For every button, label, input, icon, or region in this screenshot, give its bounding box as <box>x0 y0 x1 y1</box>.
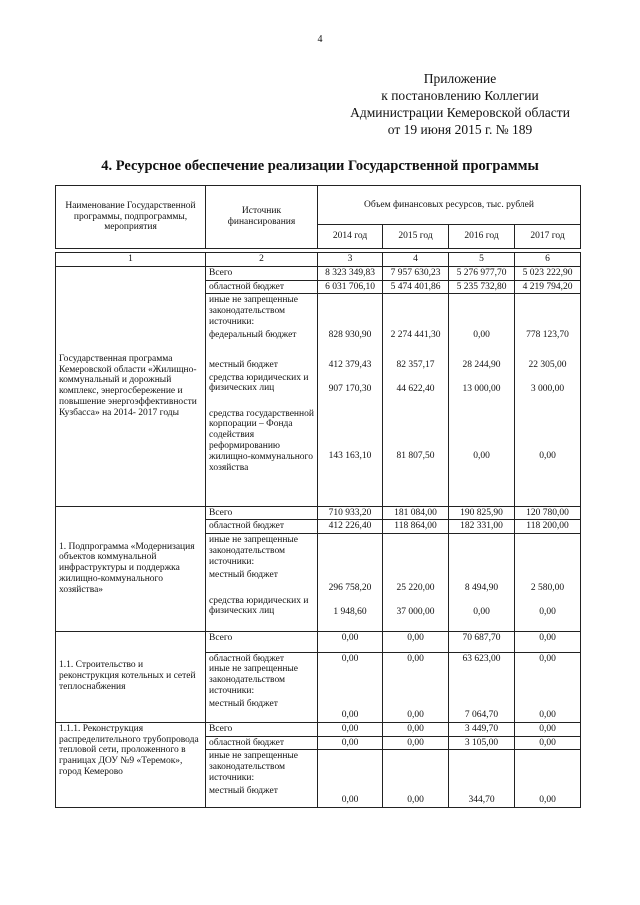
appendix-line: Администрации Кемеровской области <box>350 105 570 120</box>
value-cell: 3 105,00 <box>449 736 515 750</box>
source-cell: местный бюджет <box>206 785 318 808</box>
subprogram-name: 1. Подпрограмма «Модернизация объектов коммунальной инфраструктуры и поддержка жилищно-коммунального хозяйства» <box>56 506 206 631</box>
value-cell: 143 163,10 <box>318 408 383 507</box>
source-line: областной бюджет <box>209 653 285 664</box>
value-cell: 0,00 <box>515 652 581 698</box>
value-cell: 0,00 <box>449 595 515 632</box>
column-number: 6 <box>515 253 581 267</box>
value-cell: 4 219 794,20 <box>515 280 581 294</box>
source-cell: средства юридических и физических лиц <box>206 372 318 408</box>
activity-name: 1.1.1. Реконструкция распределительного трубопровода тепловой сети, проложенного в границах ДОУ №9 «Теремок», город Кемерово <box>56 722 206 807</box>
source-cell: средства юридических и физических лиц <box>206 595 318 632</box>
value-cell: 0,00 <box>515 785 581 808</box>
source-cell: Всего <box>206 631 318 652</box>
value-cell: 412 226,40 <box>318 520 383 534</box>
appendix-line: Приложение <box>423 71 497 86</box>
source-cell: местный бюджет <box>206 569 318 595</box>
value-cell: 118 200,00 <box>515 520 581 534</box>
value-cell: 0,00 <box>383 736 449 750</box>
value-cell: 120 780,00 <box>515 506 581 520</box>
value-cell: 0,00 <box>449 408 515 507</box>
value-cell: 181 084,00 <box>383 506 449 520</box>
value-cell: 13 000,00 <box>449 372 515 408</box>
value-cell: 0,00 <box>515 408 581 507</box>
value-cell: 8 323 349,83 <box>318 266 383 280</box>
value-cell: 5 235 732,80 <box>449 280 515 294</box>
value-cell: 28 244,90 <box>449 359 515 372</box>
header-row <box>56 186 581 225</box>
source-cell: областной бюджет <box>206 736 318 750</box>
source-cell: средства государственной корпорации – Фонда содействия реформированию жилищно-коммунального хозяйства <box>206 408 318 507</box>
value-cell: 0,00 <box>515 631 581 652</box>
value-cell: 0,00 <box>515 722 581 736</box>
value-cell: 182 331,00 <box>449 520 515 534</box>
header-year: 2016 год <box>449 225 515 249</box>
source-cell: областной бюджет <box>206 520 318 534</box>
value-cell: 828 930,90 <box>318 329 383 359</box>
header-year: 2014 год <box>318 225 383 249</box>
value-cell: 5 276 977,70 <box>449 266 515 280</box>
value-cell: 710 933,20 <box>318 506 383 520</box>
column-number: 1 <box>56 253 206 267</box>
source-cell: Всего <box>206 506 318 520</box>
header-source: Источник финансирования <box>206 186 318 249</box>
value-cell: 0,00 <box>383 698 449 723</box>
value-cell: 25 220,00 <box>383 569 449 595</box>
appendix-line: к постановлению Коллегии <box>381 88 539 103</box>
value-cell: 412 379,43 <box>318 359 383 372</box>
column-number: 5 <box>449 253 515 267</box>
column-numbers-row <box>56 253 581 267</box>
table-row <box>56 506 581 520</box>
value-cell: 0,00 <box>318 736 383 750</box>
value-cell: 70 687,70 <box>449 631 515 652</box>
value-cell: 5 023 222,90 <box>515 266 581 280</box>
source-line: иные не запрещенные законодательством источники: <box>209 664 299 696</box>
value-cell: 0,00 <box>383 631 449 652</box>
value-cell: 0,00 <box>383 652 449 698</box>
value-cell: 37 000,00 <box>383 595 449 632</box>
source-cell: областной бюджет <box>206 280 318 294</box>
value-cell: 778 123,70 <box>515 329 581 359</box>
value-cell: 63 623,00 <box>449 652 515 698</box>
value-cell: 296 758,20 <box>318 569 383 595</box>
value-cell: 22 305,00 <box>515 359 581 372</box>
value-cell: 7 064,70 <box>449 698 515 723</box>
value-cell: 82 357,17 <box>383 359 449 372</box>
value-cell: 3 000,00 <box>515 372 581 408</box>
source-cell: иные не запрещенные законодательством источники: <box>206 534 318 569</box>
table-row <box>56 631 581 652</box>
value-cell: 2 274 441,30 <box>383 329 449 359</box>
column-number: 2 <box>206 253 318 267</box>
source-cell: федеральный бюджет <box>206 329 318 359</box>
table-row <box>56 266 581 280</box>
source-cell: местный бюджет <box>206 698 318 723</box>
source-cell: Всего <box>206 266 318 280</box>
header-volume: Объем финансовых ресурсов, тыс. рублей <box>318 186 581 225</box>
header-name: Наименование Государственной программы, подпрограммы, мероприятия <box>56 186 206 249</box>
value-cell: 3 449,70 <box>449 722 515 736</box>
value-cell: 118 864,00 <box>383 520 449 534</box>
value-cell: 81 807,50 <box>383 408 449 507</box>
source-cell <box>206 652 318 698</box>
value-cell: 1 948,60 <box>318 595 383 632</box>
page-number: 4 <box>317 34 323 45</box>
appendix-header <box>330 70 590 138</box>
value-cell: 5 474 401,86 <box>383 280 449 294</box>
value-cell: 6 031 706,10 <box>318 280 383 294</box>
value-cell: 344,70 <box>449 785 515 808</box>
value-cell: 190 825,90 <box>449 506 515 520</box>
value-cell: 0,00 <box>383 785 449 808</box>
section-heading: 4. Ресурсное обеспечение реализации Государственной программы <box>101 158 539 174</box>
source-cell: местный бюджет <box>206 359 318 372</box>
column-number: 4 <box>383 253 449 267</box>
value-cell: 0,00 <box>515 698 581 723</box>
table-row <box>56 722 581 736</box>
value-cell: 907 170,30 <box>318 372 383 408</box>
value-cell: 0,00 <box>515 736 581 750</box>
program-name: Государственная программа Кемеровской области «Жилищно-коммунальный и дорожный комплекс, энергосбережение и повышение энергоэффективности Кузбасса» на 2014- 2017 годы <box>56 266 206 506</box>
resource-table <box>55 185 580 808</box>
value-cell: 44 622,40 <box>383 372 449 408</box>
value-cell: 0,00 <box>318 785 383 808</box>
value-cell: 0,00 <box>318 722 383 736</box>
value-cell: 0,00 <box>318 631 383 652</box>
source-cell: Всего <box>206 722 318 736</box>
value-cell: 2 580,00 <box>515 569 581 595</box>
header-year: 2017 год <box>515 225 581 249</box>
value-cell: 0,00 <box>318 698 383 723</box>
value-cell: 0,00 <box>515 595 581 632</box>
appendix-line: от 19 июня 2015 г. № 189 <box>387 122 533 137</box>
value-cell: 0,00 <box>318 652 383 698</box>
value-cell: 7 957 630,23 <box>383 266 449 280</box>
source-cell: иные не запрещенные законодательством источники: <box>206 750 318 785</box>
source-cell: иные не запрещенные законодательством источники: <box>206 294 318 329</box>
value-cell: 8 494,90 <box>449 569 515 595</box>
value-cell: 0,00 <box>449 329 515 359</box>
value-cell: 0,00 <box>383 722 449 736</box>
header-year: 2015 год <box>383 225 449 249</box>
activity-name: 1.1. Строительство и реконструкция котельных и сетей теплоснабжения <box>56 631 206 722</box>
column-number: 3 <box>318 253 383 267</box>
